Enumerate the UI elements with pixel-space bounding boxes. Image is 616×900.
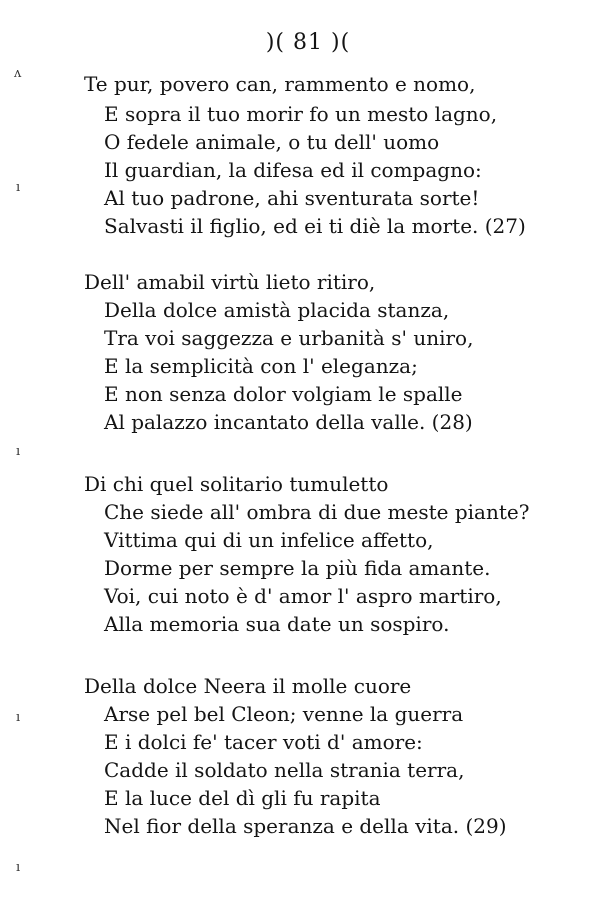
verse-line: Il guardian, la difesa ed il compagno:: [104, 158, 482, 182]
verse-line: Della dolce Neera il molle cuore: [84, 674, 412, 698]
verse-line: Te pur, povero can, rammento e nomo,: [84, 72, 476, 96]
verse-line: Al tuo padrone, ahi sventurata sorte!: [104, 186, 480, 210]
margin-mark-5: ı: [16, 860, 21, 875]
verse-line: Salvasti il figlio, ed ei ti diè la morte. (27): [104, 214, 526, 238]
verse-line: Vittima qui di un infelice affetto,: [104, 528, 434, 552]
verse-line: Tra voi saggezza e urbanità s' uniro,: [104, 326, 474, 350]
verse-line: Dorme per sempre la più fida amante.: [104, 556, 491, 580]
verse-line: O fedele animale, o tu dell' uomo: [104, 130, 440, 154]
verse-line: Voi, cui noto è d' amor l' aspro martiro,: [104, 584, 502, 608]
verse-line: Al palazzo incantato della valle. (28): [104, 410, 473, 434]
margin-mark-1: ʌ: [14, 66, 22, 81]
verse-line: Che siede all' ombra di due meste piante?: [104, 500, 530, 524]
page-number: )( 81 )(: [265, 30, 351, 55]
verse-line: Cadde il soldato nella strania terra,: [104, 758, 465, 782]
verse-line: E i dolci fe' tacer voti d' amore:: [104, 730, 423, 754]
margin-mark-2: ı: [16, 180, 21, 195]
verse-line: Della dolce amistà placida stanza,: [104, 298, 450, 322]
verse-line: E non senza dolor volgiam le spalle: [104, 382, 463, 406]
verse-line: E la semplicità con l' eleganza;: [104, 354, 418, 378]
verse-line: E sopra il tuo morir fo un mesto lagno,: [104, 102, 498, 126]
verse-line: E la luce del dì gli fu rapita: [104, 786, 381, 810]
verse-line: Nel fior della speranza e della vita. (29): [104, 814, 507, 838]
verse-line: Arse pel bel Cleon; venne la guerra: [104, 702, 464, 726]
verse-line: Dell' amabil virtù lieto ritiro,: [84, 270, 376, 294]
verse-line: Di chi quel solitario tumuletto: [84, 472, 389, 496]
margin-mark-3: ı: [16, 444, 21, 459]
verse-line: Alla memoria sua date un sospiro.: [104, 612, 450, 636]
margin-mark-4: ı: [16, 710, 21, 725]
